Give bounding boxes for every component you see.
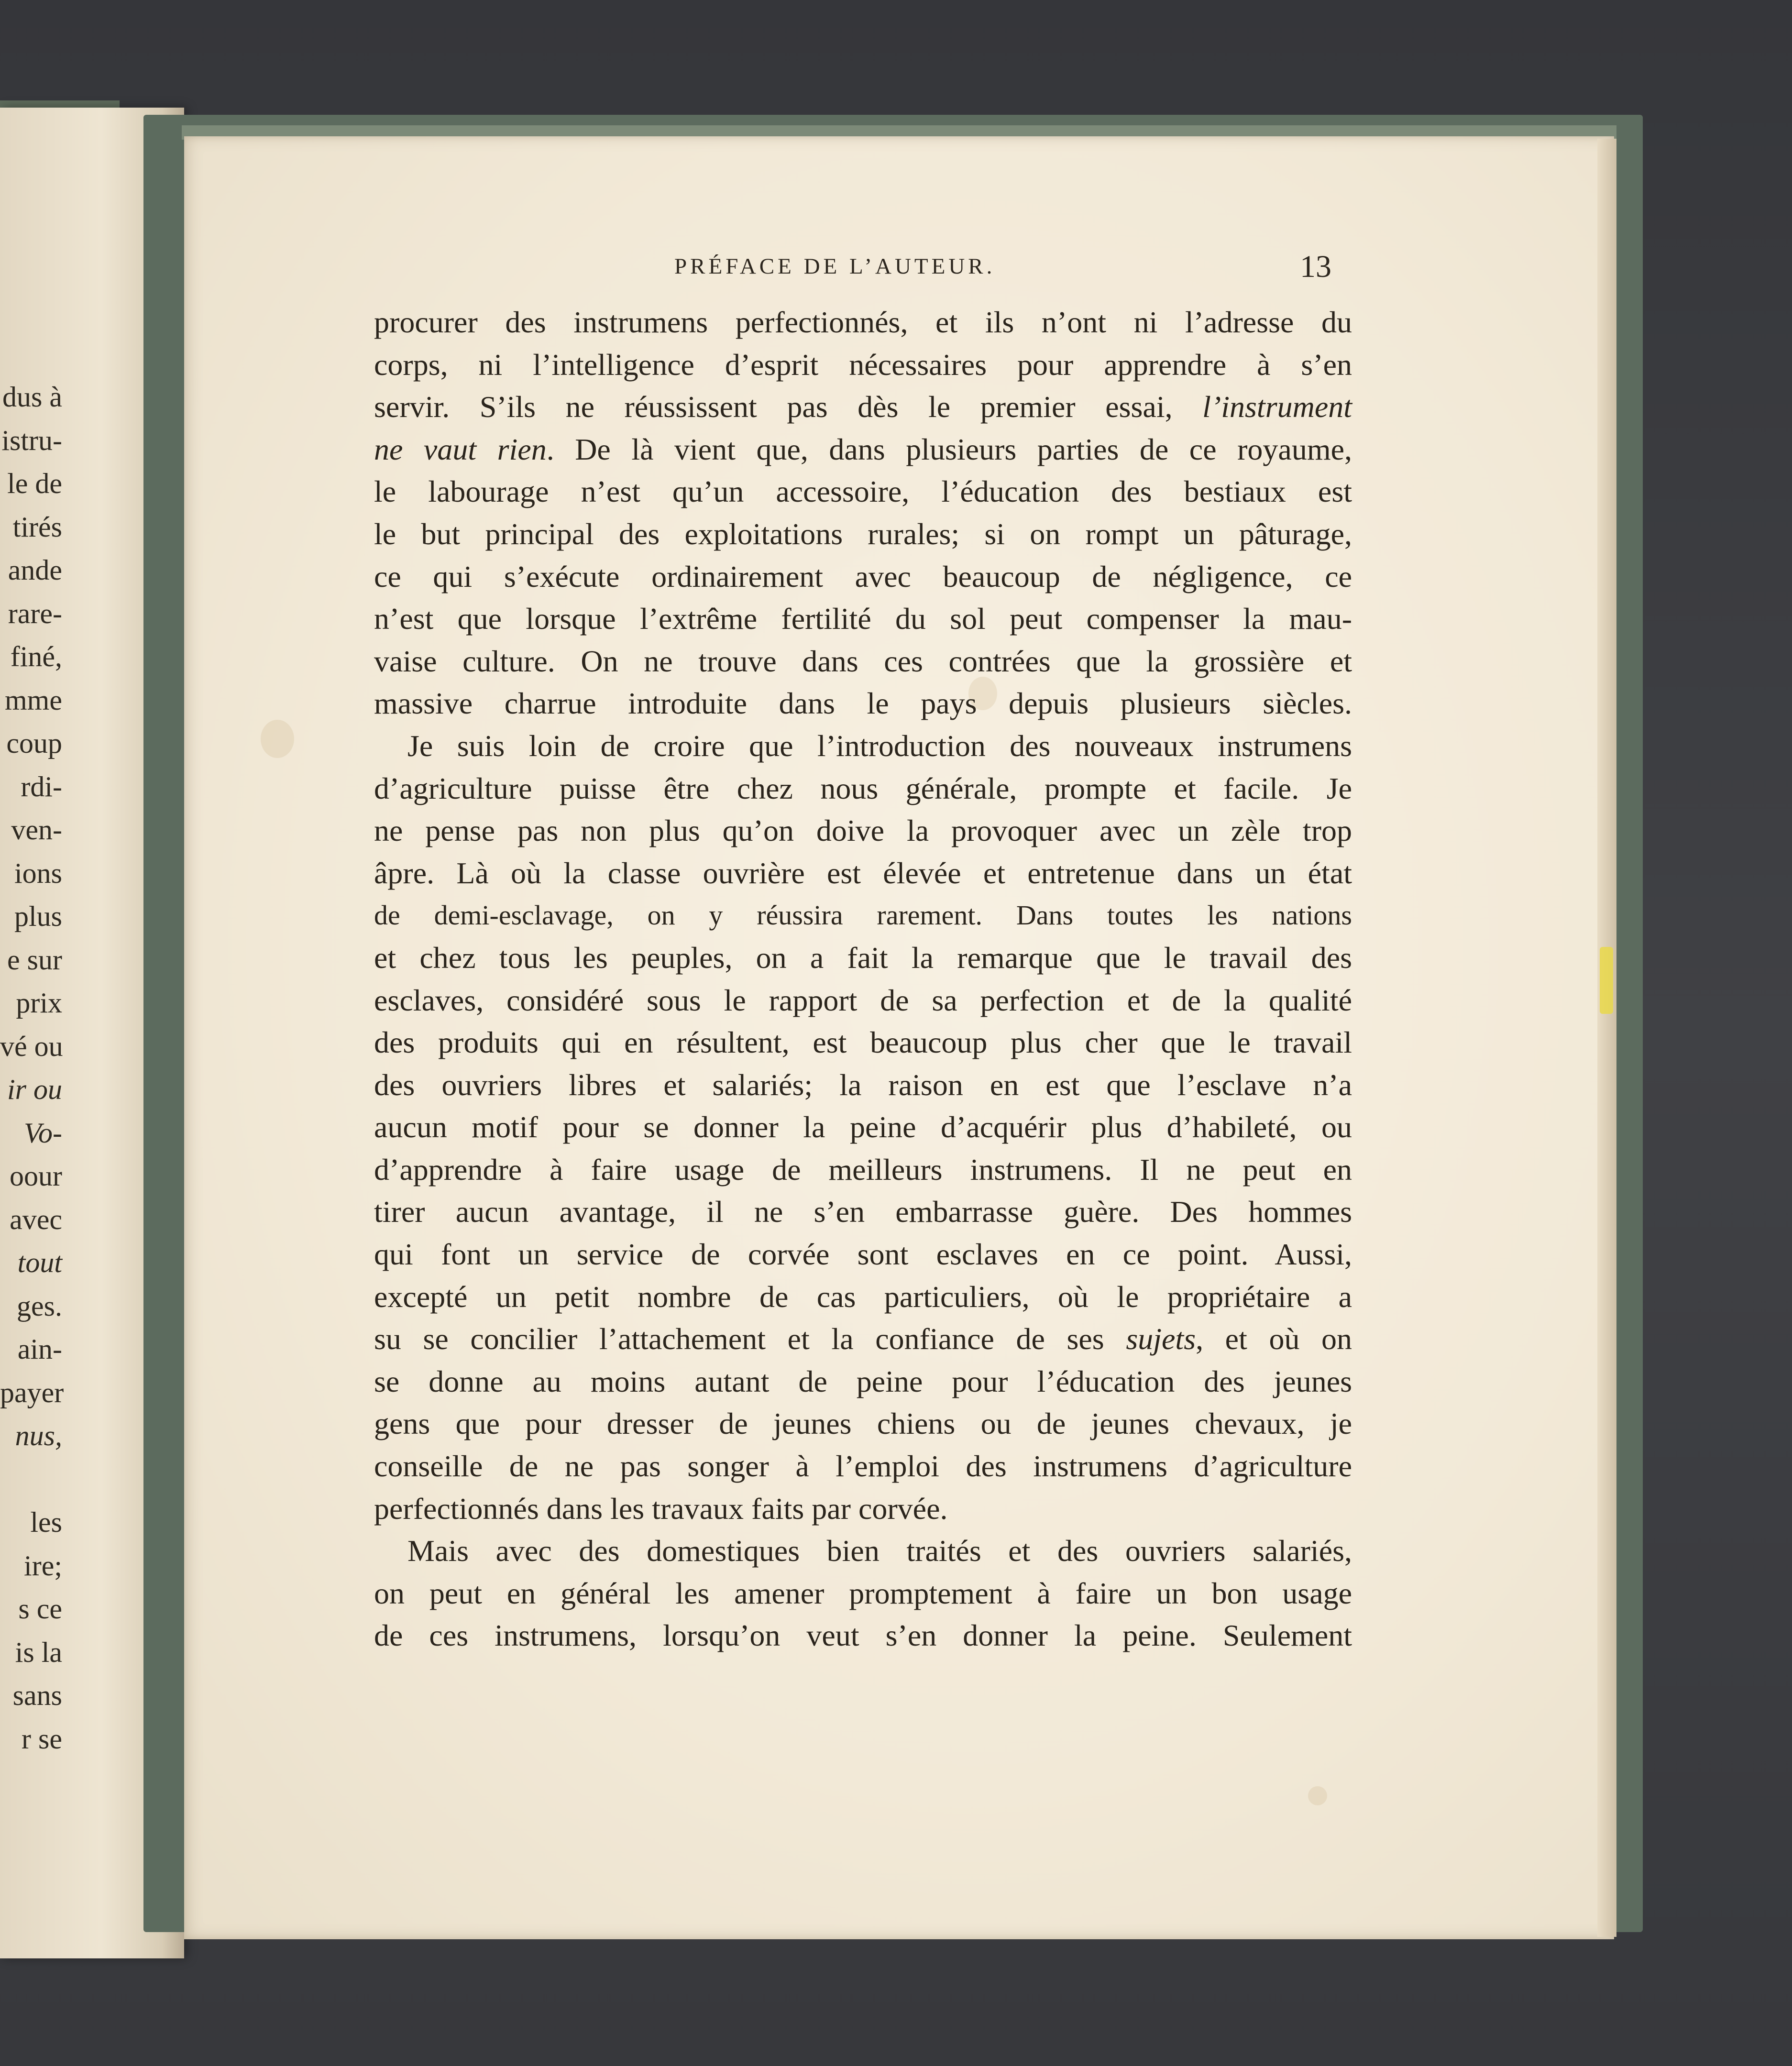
text-segment: . De là vient que, dans plusieurs parties de ce royaume, (546, 432, 1352, 466)
left-fragment: is la (15, 1636, 62, 1668)
left-fragment: oour (10, 1160, 62, 1192)
left-fragment: ir ou (7, 1074, 62, 1105)
left-fragment: rdi- (21, 770, 62, 802)
text-line: ce qui s’exécute ordinairement avec beaucoup de négligence, ce (374, 559, 1352, 593)
text-segment: su se concilier l’attachement et la confiance de ses (374, 1322, 1104, 1356)
text-line: qui font un service de corvée sont esclaves en ce point. Aussi, (374, 1237, 1352, 1272)
text-line: de demi-esclavage, on y réussira rarement. Dans toutes les nations (374, 900, 1352, 931)
foxing-spot (1308, 1786, 1327, 1805)
text-line: excepté un petit nombre de cas particuliers, où le propriétaire a (374, 1279, 1352, 1314)
text-line: se donne au moins autant de peine pour l’éducation des jeunes (374, 1364, 1352, 1398)
left-fragment: vé ou (0, 1030, 63, 1062)
body-text (374, 301, 1352, 1657)
text-segment: , et où on (1196, 1322, 1352, 1356)
left-fragment: rare- (8, 597, 62, 629)
left-fragment: tout (17, 1247, 62, 1278)
left-fragment: dus à (2, 381, 62, 413)
left-fragment: ges. (17, 1290, 62, 1322)
text-line: esclaves, considéré sous le rapport de sa perfection et de la qualité (374, 983, 1352, 1017)
left-fragment: ain- (17, 1333, 62, 1365)
left-fragment: ions (14, 857, 62, 889)
text-line: n’est que lorsque l’extrême fertilité du sol peut compenser la mau- (374, 602, 1352, 636)
text-line: des ouvriers libres et salariés; la raison en est que l’esclave n’a (374, 1067, 1352, 1102)
left-fragment: tirés (12, 511, 62, 543)
text-segment: servir. S’ils ne réussissent pas dès le premier essai, (374, 390, 1173, 424)
running-head: PRÉFACE DE L’AUTEUR. (674, 254, 996, 279)
text-line: âpre. Là où la classe ouvrière est élevée et entretenue dans un état (374, 856, 1352, 890)
text-line: Je suis loin de croire que l’introduction des nouveaux instrumens (407, 728, 1352, 763)
text-line: perfectionnés dans les travaux faits par corvée. (374, 1491, 948, 1526)
left-fragment: les (30, 1506, 62, 1538)
italic-segment: sujets (1126, 1322, 1196, 1356)
left-fragment: ven- (11, 814, 62, 846)
yellow-tab-mark (1600, 947, 1613, 1014)
text-line: tirer aucun avantage, il ne s’en embarrasse guère. Des hommes (374, 1195, 1352, 1229)
text-line: d’agriculture puisse être chez nous générale, prompte et facile. Je (374, 771, 1352, 805)
text-line (374, 1318, 1352, 1361)
text-line: massive charrue introduite dans le pays depuis plusieurs siècles. (374, 686, 1352, 721)
left-fragment: prix (16, 987, 62, 1019)
text-line: aucun motif pour se donner la peine d’acquérir plus d’habileté, ou (374, 1110, 1352, 1144)
left-fragment: nus, (15, 1420, 62, 1451)
text-line: le labourage n’est qu’un accessoire, l’éducation des bestiaux est (374, 474, 1352, 509)
text-line: d’apprendre à faire usage de meilleurs instrumens. Il ne peut en (374, 1152, 1352, 1187)
left-fragment: le de (7, 468, 62, 499)
text-line: des produits qui en résultent, est beaucoup plus cher que le travail (374, 1025, 1352, 1060)
left-fragment: ande (8, 554, 62, 586)
italic-segment: ne vaut rien (374, 432, 547, 466)
text-line: ne pense pas non plus qu’on doive la provoquer avec un zèle trop (374, 813, 1352, 848)
left-fragment: payer (0, 1376, 64, 1408)
text-line: conseille de ne pas songer à l’emploi des instrumens d’agriculture (374, 1449, 1352, 1484)
left-page-text-fragments (0, 375, 62, 1760)
text-line: on peut en général les amener promptement à faire un bon usage (374, 1576, 1352, 1610)
left-fragment: avec (10, 1203, 62, 1235)
text-line: gens que pour dresser de jeunes chiens ou de jeunes chevaux, je (374, 1407, 1352, 1441)
page-number: 13 (1300, 249, 1331, 284)
text-line (374, 429, 1352, 471)
text-line: procurer des instrumens perfectionnés, et ils n’ont ni l’adresse du (374, 305, 1352, 339)
italic-segment: l’instrument (1202, 390, 1352, 424)
left-fragment: r se (22, 1723, 62, 1755)
text-line: Mais avec des domestiques bien traités et des ouvriers salariés, (407, 1534, 1352, 1568)
text-line (374, 386, 1352, 429)
text-line: de ces instrumens, lorsqu’on veut s’en donner la peine. Seulement (374, 1618, 1352, 1653)
foxing-spot (261, 720, 294, 758)
text-line: le but principal des exploitations rurales; si on rompt un pâturage, (374, 516, 1352, 551)
text-line: et chez tous les peuples, on a fait la remarque que le travail des (374, 940, 1352, 975)
left-fragment: plus (14, 901, 62, 932)
left-fragment: Vo- (24, 1117, 62, 1149)
left-fragment: istru- (1, 424, 62, 456)
left-fragment: ire; (24, 1550, 62, 1582)
left-fragment: mme (5, 684, 62, 716)
text-line: corps, ni l’intelligence d’esprit nécessaires pour apprendre à s’en (374, 347, 1352, 382)
text-line: vaise culture. On ne trouve dans ces contrées que la grossière et (374, 644, 1352, 678)
left-fragment: finé, (10, 641, 62, 672)
left-fragment: s ce (18, 1593, 62, 1625)
left-fragment-gap (0, 1458, 62, 1501)
left-fragment: e sur (7, 944, 62, 976)
left-fragment: sans (12, 1680, 62, 1711)
left-fragment: coup (6, 727, 62, 759)
page-right-edge (1597, 139, 1616, 1937)
